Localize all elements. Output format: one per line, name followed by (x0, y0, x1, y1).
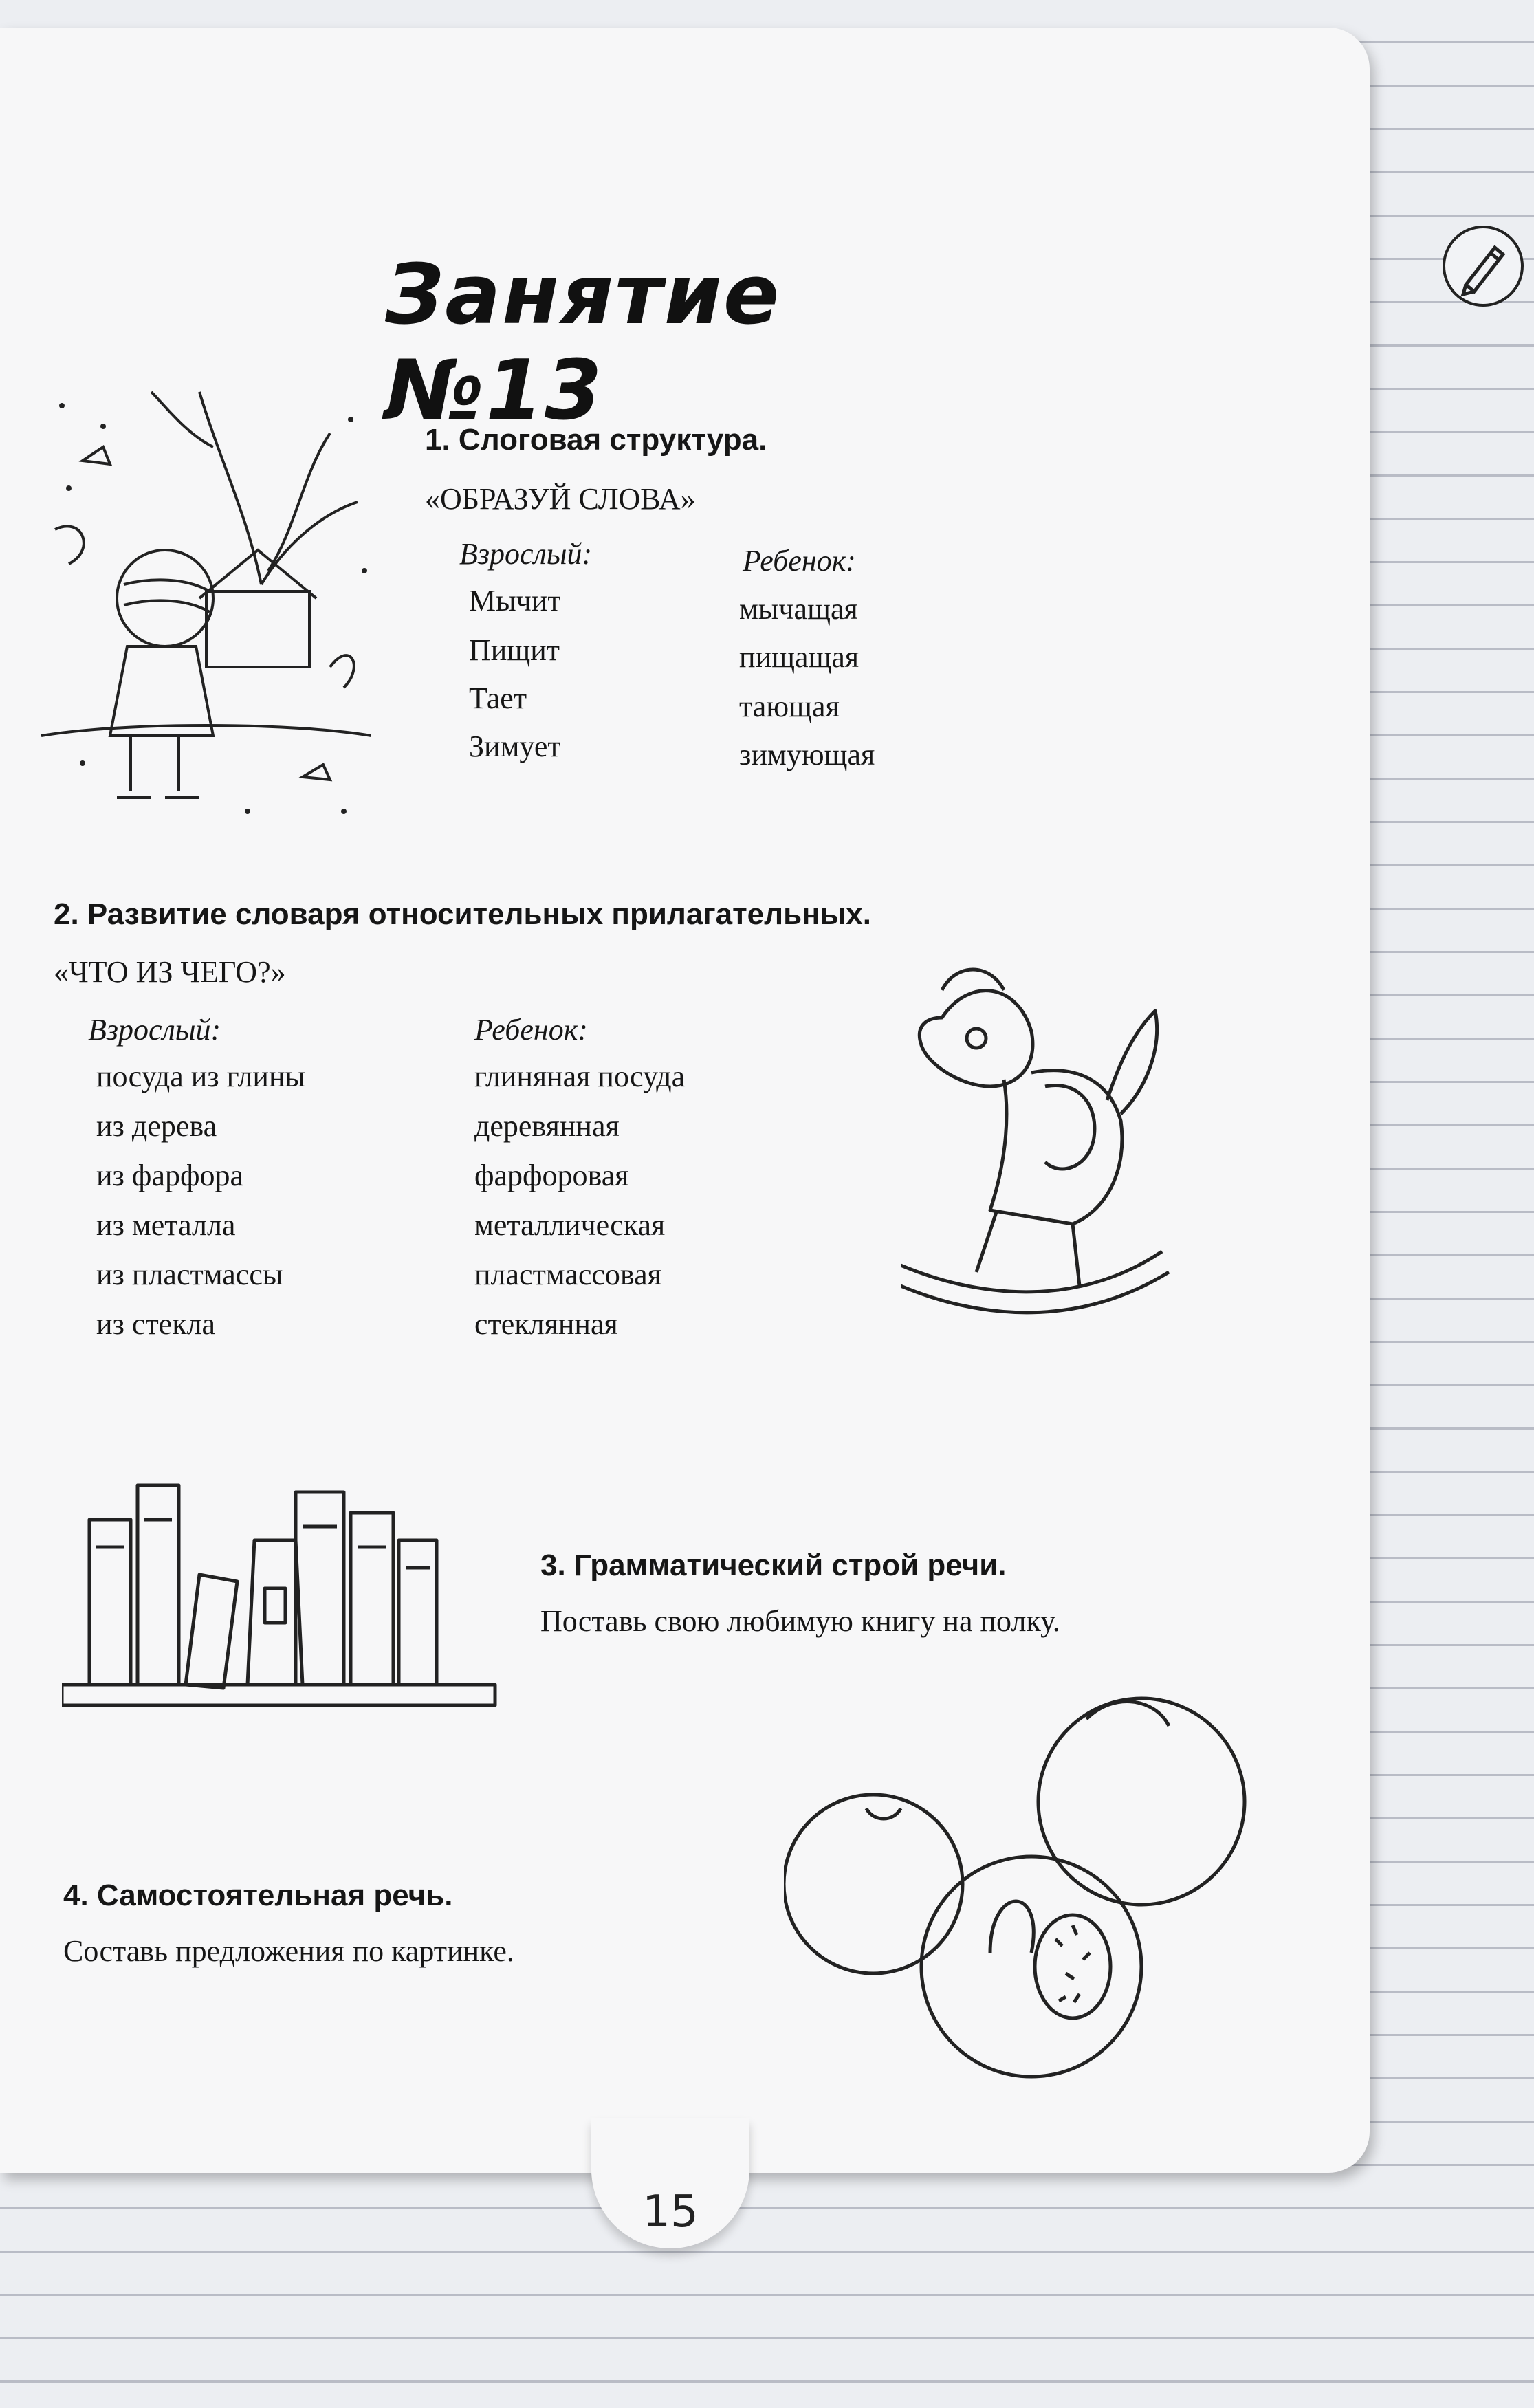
section1-adult-word: Зимует (469, 730, 561, 763)
rocking-horse-illustration (901, 963, 1176, 1334)
section2-adult-word: из пластмассы (96, 1258, 283, 1291)
lesson-title: Занятие №13 (385, 248, 781, 439)
section1-child-label: Ребенок: (743, 544, 856, 578)
section1-child-word: мычащая (739, 592, 858, 626)
section1-child-word: тающая (739, 690, 840, 723)
bookshelf-illustration (62, 1451, 502, 1712)
section2-child-word: металлическая (474, 1208, 666, 1242)
section4-heading: 4. Самостоятельная речь. (63, 1879, 453, 1912)
section3-task: Поставь свою любимую книгу на полку. (540, 1604, 1060, 1638)
section2-adult-word: из фарфора (96, 1159, 244, 1192)
section2-child-label: Ребенок: (474, 1013, 588, 1047)
section1-adult-label: Взрослый: (459, 537, 593, 571)
section2-child-word: деревянная (474, 1109, 620, 1143)
section2-child-word: глиняная посуда (474, 1060, 686, 1093)
section2-child-word: пластмассовая (474, 1258, 661, 1291)
section1-adult-word: Пищит (469, 633, 560, 667)
pencil-icon (1443, 226, 1524, 307)
peaches-illustration (784, 1678, 1251, 2090)
workbook-page (0, 28, 1370, 2173)
section2-adult-word: из дерева (96, 1109, 217, 1143)
section1-adult-word: Мычит (469, 584, 561, 617)
section3-heading: 3. Грамматический строй речи. (540, 1548, 1007, 1582)
section2-game: «ЧТО ИЗ ЧЕГО?» (54, 955, 286, 989)
section2-adult-word: из металла (96, 1208, 236, 1242)
section1-adult-word: Тает (469, 681, 527, 715)
section4-task: Составь предложения по картинке. (63, 1934, 514, 1968)
section2-child-word: стеклянная (474, 1307, 618, 1341)
section1-child-word: пищащая (739, 640, 859, 674)
section2-adult-label: Взрослый: (88, 1013, 221, 1047)
section1-child-word: зимующая (739, 738, 875, 771)
section1-heading: 1. Слоговая структура. (425, 423, 767, 457)
section2-heading: 2. Развитие словаря относительных прилагательных. (54, 897, 871, 931)
section2-adult-word: из стекла (96, 1307, 216, 1341)
winter-child-illustration (41, 378, 371, 832)
section1-game: «ОБРАЗУЙ СЛОВА» (425, 482, 696, 516)
section2-adult-word: посуда из глины (96, 1060, 306, 1093)
page-number: 15 (642, 2187, 699, 2237)
section2-child-word: фарфоровая (474, 1159, 629, 1192)
